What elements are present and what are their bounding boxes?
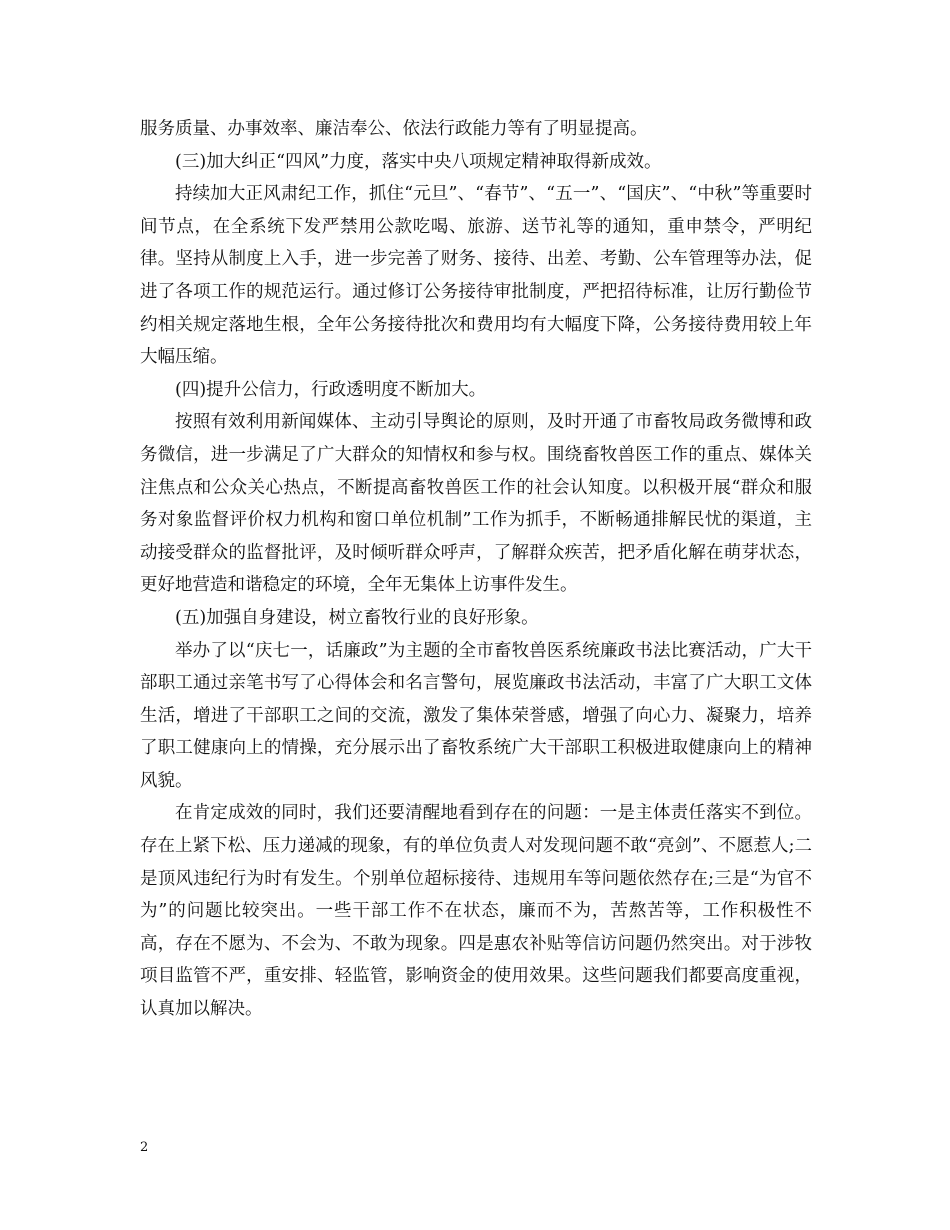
paragraph-8: 在肯定成效的同时，我们还要清醒地看到存在的问题：一是主体责任落实不到位。存在上紧下松、压力递减的现象，有的单位负责人对发现问题不敢“亮剑”、不愿惹人;二是顶风违纪行为时有发生。个别单位超标接待、违规用车等问题依然存在;三是“为官不为”的问题比较突出。一些干部工作不在状态，廉而不为，苦熬苦等，工作积极性不高，存在不愿为、不会为、不敢为现象。四是惠农补贴等信访问题仍然突出。对于涉牧项目监管不严，重安排、轻监管，影响资金的使用效果。这些问题我们都要高度重视，认真加以解决。 xyxy=(140,803,812,1020)
paragraph-7: 举办了以“庆七一，话廉政”为主题的全市畜牧兽医系统廉政书法比赛活动，广大干部职工通过亲笔书写了心得体会和名言警句，展览廉政书法活动，丰富了广大职工文体生活，增进了干部职工之间的交流，激发了集体荣誉感，增强了向心力、凝聚力，培养了职工健康向上的情操，充分展示出了畜牧系统广大干部职工积极进取健康向上的精神风貌。 xyxy=(140,640,812,791)
page-number: 2 xyxy=(140,1140,149,1155)
section-heading-4: (四)提升公信力，行政透明度不断加大。 xyxy=(175,379,487,400)
section-heading-5: (五)加强自身建设，树立畜牧行业的良好形象。 xyxy=(175,607,539,628)
paragraph-5: 按照有效利用新闻媒体、主动引导舆论的原则，及时开通了市畜牧局政务微博和政务微信，进一步满足了广大群众的知情权和参与权。围绕畜牧兽医工作的重点、媒体关注焦点和公众关心热点，不断提高畜牧兽医工作的社会认知度。以积极开展“群众和服务对象监督评价权力机构和窗口单位机制”工作为抓手，不断畅通排解民忧的渠道，主动接受群众的监督批评，及时倾听群众呼声，了解群众疾苦，把矛盾化解在萌芽状态，更好地营造和谐稳定的环境，全年无集体上访事件发生。 xyxy=(140,412,812,596)
document-body xyxy=(140,113,812,1026)
paragraph-1: 服务质量、办事效率、廉洁奉公、依法行政能力等有了明显提高。 xyxy=(140,119,648,139)
paragraph-3: 持续加大正风肃纪工作，抓住“元旦”、“春节”、“五一”、“国庆”、“中秋”等重要时间节点，在全系统下发严禁用公款吃喝、旅游、送节礼等的通知，重申禁令，严明纪律。坚持从制度上入手，进一步完善了财务、接待、出差、考勤、公车管理等办法，促进了各项工作的规范运行。通过修订公务接待审批制度，严把招待标准，让厉行勤俭节约相关规定落地生根，全年公务接待批次和费用均有大幅度下降，公务接待费用较上年大幅压缩。 xyxy=(140,184,812,368)
section-heading-3: (三)加大纠正“四风”力度，落实中央八项规定精神取得新成效。 xyxy=(175,151,662,172)
